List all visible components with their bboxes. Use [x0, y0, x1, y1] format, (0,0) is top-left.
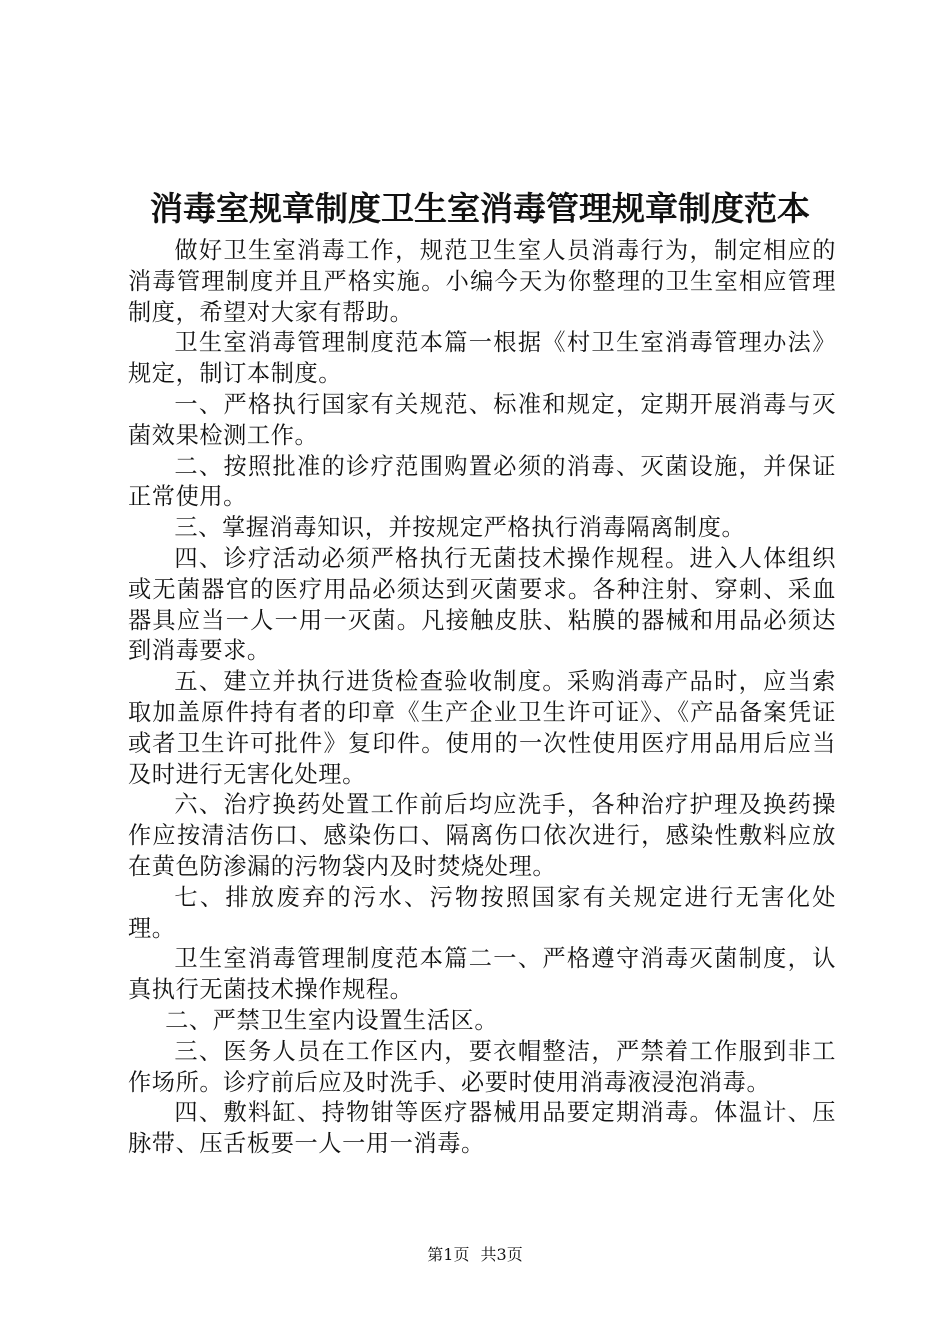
- paragraph-item-3: 三、掌握消毒知识，并按规定严格执行消毒隔离制度。: [174, 514, 746, 542]
- document-title: 消毒室规章制度卫生室消毒管理规章制度范本: [150, 189, 810, 228]
- paragraph-item-5: 五、建立并执行进货检查验收制度。采购消毒产品时，应当索取加盖原件持有者的印章《生产企业卫生许可证》、《产品备案凭证或者卫生许可批件》复印件。使用的一次性使用医疗用品用后应当及时进行无害化处理。: [128, 668, 836, 788]
- paragraph-part-two-item-3: 三、医务人员在工作区内，要衣帽整洁，严禁着工作服到非工作场所。诊疗前后应及时洗手、必要时使用消毒液浸泡消毒。: [128, 1037, 836, 1096]
- paragraph-part-two-item-4: 四、敷料缸、持物钳等医疗器械用品要定期消毒。体温计、压脉带、压舌板要一人一用一消毒。: [128, 1099, 836, 1158]
- paragraph-part-two-item-2: 二、严禁卫生室内设置生活区。: [165, 1006, 499, 1034]
- page-number: 第1页: [427, 1245, 470, 1264]
- paragraph-intro: 做好卫生室消毒工作，规范卫生室人员消毒行为，制定相应的消毒管理制度并且严格实施。小编今天为你整理的卫生室相应管理制度，希望对大家有帮助。: [128, 237, 836, 326]
- paragraph-item-4: 四、诊疗活动必须严格执行无菌技术操作规程。进入人体组织或无菌器官的医疗用品必须达到灭菌要求。各种注射、穿刺、采血器具应当一人一用一灭菌。凡接触皮肤、粘膜的器械和用品必须达到消毒要求。: [128, 544, 836, 665]
- paragraph-part-one-heading: 卫生室消毒管理制度范本篇一根据《村卫生室消毒管理办法》规定，制订本制度。: [128, 329, 836, 388]
- paragraph-item-2: 二、按照批准的诊疗范围购置必须的消毒、灭菌设施，并保证正常使用。: [128, 452, 836, 511]
- paragraph-part-two-heading: 卫生室消毒管理制度范本篇二一、严格遵守消毒灭菌制度，认真执行无菌技术操作规程。: [128, 945, 836, 1004]
- paragraph-item-1: 一、严格执行国家有关规范、标准和规定，定期开展消毒与灭菌效果检测工作。: [128, 390, 836, 449]
- paragraph-item-7: 七、排放废弃的污水、污物按照国家有关规定进行无害化处理。: [128, 883, 836, 942]
- document-body: [128, 236, 836, 1160]
- paragraph-item-6: 六、治疗换药处置工作前后均应洗手，各种治疗护理及换药操作应按清洁伤口、感染伤口、隔离伤口依次进行，感染性敷料应放在黄色防渗漏的污物袋内及时焚烧处理。: [128, 791, 836, 880]
- page-total: 共3页: [480, 1245, 523, 1264]
- page-footer: [0, 1245, 950, 1265]
